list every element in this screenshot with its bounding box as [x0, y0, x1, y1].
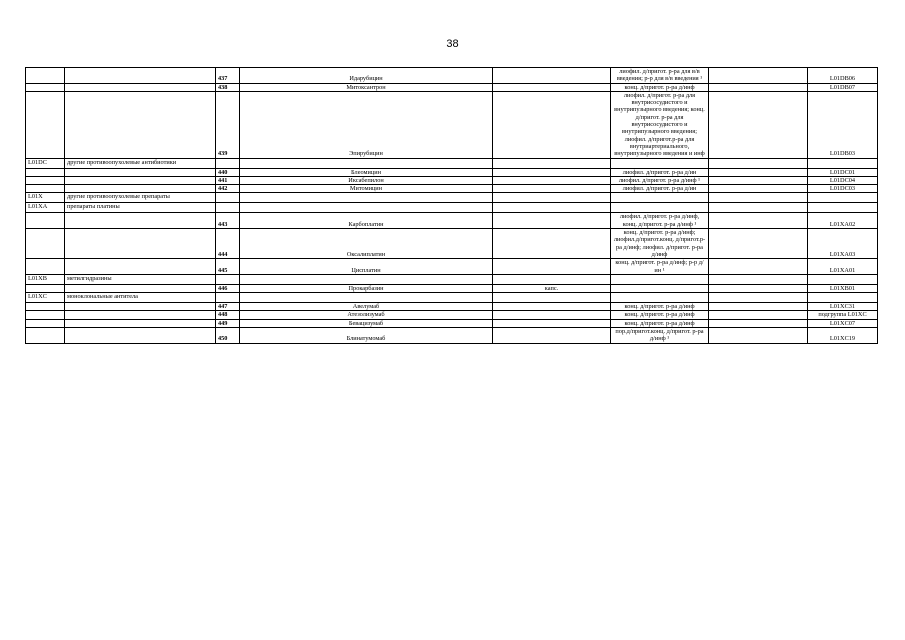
atc-group-code-cell	[26, 319, 65, 327]
drug-row	[26, 68, 878, 84]
extra-cell	[709, 303, 808, 311]
drug-name-cell: Иксабепилон	[240, 176, 493, 184]
extra-cell	[709, 284, 808, 292]
atc-group-name-cell	[65, 319, 216, 327]
atc-group-name-cell	[65, 185, 216, 193]
dosage-form-cell	[611, 158, 709, 168]
row-number-cell	[216, 274, 240, 284]
atc-group-code-cell	[26, 259, 65, 275]
atc-code-cell: L01DB07	[808, 83, 878, 91]
atc-group-name-cell	[65, 311, 216, 319]
atc-code-cell	[808, 158, 878, 168]
drug-name-cell	[240, 203, 493, 213]
row-number-cell: 445	[216, 259, 240, 275]
atc-code-cell: L01XA01	[808, 259, 878, 275]
drug-name-cell	[240, 193, 493, 203]
atc-code-cell: L01XB01	[808, 284, 878, 292]
atc-group-code-cell	[26, 68, 65, 84]
drug-row	[26, 168, 878, 176]
drug-table	[25, 67, 878, 344]
dosage-form-cell	[611, 193, 709, 203]
drug-name-cell: Авелумаб	[240, 303, 493, 311]
form-cell	[493, 91, 611, 158]
drug-name-cell: Митомицин	[240, 185, 493, 193]
atc-group-name-cell: другие противоопухолевые антибиотики	[65, 158, 216, 168]
atc-group-code-cell	[26, 328, 65, 344]
extra-cell	[709, 68, 808, 84]
drug-row	[26, 328, 878, 344]
dosage-form-cell: лиофил. д/пригот. р-ра д/инф ¹	[611, 176, 709, 184]
dosage-form-cell: конц. д/пригот. р-ра д/инф; лиофил.д/пригот.конц. д/пригот.р-ра д/инф; лиофил. д/пригот. р-ра д/инф	[611, 229, 709, 259]
drug-row	[26, 213, 878, 229]
row-number-cell: 441	[216, 176, 240, 184]
atc-code-cell	[808, 203, 878, 213]
form-cell	[493, 185, 611, 193]
drug-name-cell: Атезолизумаб	[240, 311, 493, 319]
extra-cell	[709, 213, 808, 229]
extra-cell	[709, 193, 808, 203]
drug-name-cell: Блинатумомаб	[240, 328, 493, 344]
form-cell	[493, 293, 611, 303]
drug-name-cell: Прокарбазин	[240, 284, 493, 292]
row-number-cell: 443	[216, 213, 240, 229]
group-row	[26, 203, 878, 213]
form-cell	[493, 83, 611, 91]
atc-group-name-cell	[65, 284, 216, 292]
extra-cell	[709, 176, 808, 184]
atc-group-code-cell	[26, 83, 65, 91]
row-number-cell: 440	[216, 168, 240, 176]
row-number-cell: 448	[216, 311, 240, 319]
dosage-form-cell: конц. д/пригот. р-ра д/инф; р-р д/ин ¹	[611, 259, 709, 275]
row-number-cell: 450	[216, 328, 240, 344]
group-row	[26, 293, 878, 303]
atc-group-code-cell: L01XB	[26, 274, 65, 284]
row-number-cell	[216, 293, 240, 303]
atc-code-cell: L01XC31	[808, 303, 878, 311]
drug-name-cell: Блеомицин	[240, 168, 493, 176]
dosage-form-cell	[611, 284, 709, 292]
page-number: 38	[446, 38, 459, 50]
row-number-cell: 446	[216, 284, 240, 292]
extra-cell	[709, 229, 808, 259]
atc-group-code-cell	[26, 303, 65, 311]
drug-name-cell	[240, 293, 493, 303]
form-cell	[493, 328, 611, 344]
drug-row	[26, 303, 878, 311]
drug-name-cell: Цисплатин	[240, 259, 493, 275]
extra-cell	[709, 203, 808, 213]
atc-group-code-cell: L01X	[26, 193, 65, 203]
atc-group-name-cell	[65, 229, 216, 259]
dosage-form-cell: лиофил. д/пригот. р-ра д/инф, конц. д/пригот. р-ра д/инф ¹	[611, 213, 709, 229]
atc-group-code-cell: L01XC	[26, 293, 65, 303]
group-row	[26, 274, 878, 284]
atc-group-name-cell: моноклональные антитела	[65, 293, 216, 303]
extra-cell	[709, 328, 808, 344]
form-cell	[493, 203, 611, 213]
atc-code-cell: подгруппа L01XC	[808, 311, 878, 319]
drug-row	[26, 176, 878, 184]
atc-code-cell: L01DC03	[808, 185, 878, 193]
drug-row	[26, 185, 878, 193]
drug-name-cell: Митоксантрон	[240, 83, 493, 91]
dosage-form-cell	[611, 293, 709, 303]
atc-code-cell	[808, 293, 878, 303]
drug-row	[26, 259, 878, 275]
form-cell	[493, 303, 611, 311]
form-cell: капс.	[493, 284, 611, 292]
extra-cell	[709, 259, 808, 275]
drug-name-cell: Карбоплатин	[240, 213, 493, 229]
atc-group-name-cell	[65, 328, 216, 344]
extra-cell	[709, 168, 808, 176]
extra-cell	[709, 311, 808, 319]
form-cell	[493, 68, 611, 84]
form-cell	[493, 229, 611, 259]
atc-group-name-cell: препараты платины	[65, 203, 216, 213]
dosage-form-cell: пор.д/пригот.конц. д/пригот. р-ра д/инф ¹	[611, 328, 709, 344]
form-cell	[493, 193, 611, 203]
form-cell	[493, 158, 611, 168]
atc-group-name-cell: другие противоопухолевые препараты	[65, 193, 216, 203]
atc-code-cell: L01XA02	[808, 213, 878, 229]
drug-row	[26, 311, 878, 319]
atc-code-cell: L01DC04	[808, 176, 878, 184]
dosage-form-cell	[611, 203, 709, 213]
atc-code-cell	[808, 193, 878, 203]
atc-group-name-cell	[65, 168, 216, 176]
dosage-form-cell: конц. д/пригот. р-ра д/инф	[611, 303, 709, 311]
drug-name-cell: Бевацизумаб	[240, 319, 493, 327]
atc-group-code-cell	[26, 185, 65, 193]
atc-group-code-cell	[26, 229, 65, 259]
drug-name-cell: Оксалиплатин	[240, 229, 493, 259]
atc-group-name-cell	[65, 213, 216, 229]
drug-row	[26, 229, 878, 259]
drug-row	[26, 91, 878, 158]
row-number-cell	[216, 203, 240, 213]
extra-cell	[709, 319, 808, 327]
dosage-form-cell: конц. д/пригот. р-ра д/инф	[611, 83, 709, 91]
atc-code-cell: L01DC01	[808, 168, 878, 176]
extra-cell	[709, 274, 808, 284]
atc-group-name-cell	[65, 259, 216, 275]
atc-group-code-cell	[26, 284, 65, 292]
form-cell	[493, 259, 611, 275]
dosage-form-cell: лиофил. д/пригот. р-ра для внутрисосудистого и внутрипузырного введения; конц. д/пригот. р-ра для внутрисосудистого и внутрипузырного введения; лиофил. д/пригот.р-ра для внутриартериального, внутрипузырного введения и инф	[611, 91, 709, 158]
row-number-cell	[216, 158, 240, 168]
atc-group-code-cell	[26, 91, 65, 158]
drug-row	[26, 83, 878, 91]
atc-group-name-cell	[65, 68, 216, 84]
form-cell	[493, 168, 611, 176]
atc-group-code-cell: L01DC	[26, 158, 65, 168]
drug-row	[26, 319, 878, 327]
dosage-form-cell	[611, 274, 709, 284]
dosage-form-cell: конц. д/пригот. р-ра д/инф	[611, 311, 709, 319]
atc-group-code-cell	[26, 168, 65, 176]
dosage-form-cell: лиофил. д/пригот. р-ра для в/в введения; р-р для в/в введения ¹	[611, 68, 709, 84]
drug-name-cell: Эпирубицин	[240, 91, 493, 158]
form-cell	[493, 274, 611, 284]
extra-cell	[709, 158, 808, 168]
group-row	[26, 193, 878, 203]
row-number-cell: 437	[216, 68, 240, 84]
row-number-cell: 449	[216, 319, 240, 327]
row-number-cell: 444	[216, 229, 240, 259]
atc-code-cell: L01XC19	[808, 328, 878, 344]
drug-name-cell	[240, 274, 493, 284]
dosage-form-cell: лиофил. д/пригот. р-ра д/ин	[611, 168, 709, 176]
extra-cell	[709, 185, 808, 193]
row-number-cell: 439	[216, 91, 240, 158]
atc-group-name-cell	[65, 91, 216, 158]
extra-cell	[709, 91, 808, 158]
form-cell	[493, 213, 611, 229]
form-cell	[493, 176, 611, 184]
form-cell	[493, 311, 611, 319]
dosage-form-cell: лиофил. д/пригот. р-ра д/ин	[611, 185, 709, 193]
row-number-cell	[216, 193, 240, 203]
row-number-cell: 447	[216, 303, 240, 311]
atc-code-cell: L01DB03	[808, 91, 878, 158]
form-cell	[493, 319, 611, 327]
atc-group-name-cell	[65, 303, 216, 311]
atc-group-code-cell	[26, 176, 65, 184]
drug-name-cell: Идарубицин	[240, 68, 493, 84]
atc-group-code-cell	[26, 311, 65, 319]
atc-group-code-cell: L01XA	[26, 203, 65, 213]
extra-cell	[709, 293, 808, 303]
atc-group-code-cell	[26, 213, 65, 229]
dosage-form-cell: конц. д/пригот. р-ра д/инф	[611, 319, 709, 327]
row-number-cell: 438	[216, 83, 240, 91]
drug-name-cell	[240, 158, 493, 168]
row-number-cell: 442	[216, 185, 240, 193]
group-row	[26, 158, 878, 168]
drug-row	[26, 284, 878, 292]
atc-code-cell: L01XA03	[808, 229, 878, 259]
atc-group-name-cell	[65, 176, 216, 184]
table-body	[26, 68, 878, 344]
atc-group-name-cell	[65, 83, 216, 91]
atc-group-name-cell: метилгидразины	[65, 274, 216, 284]
atc-code-cell	[808, 274, 878, 284]
extra-cell	[709, 83, 808, 91]
atc-code-cell: L01XC07	[808, 319, 878, 327]
atc-code-cell: L01DB06	[808, 68, 878, 84]
